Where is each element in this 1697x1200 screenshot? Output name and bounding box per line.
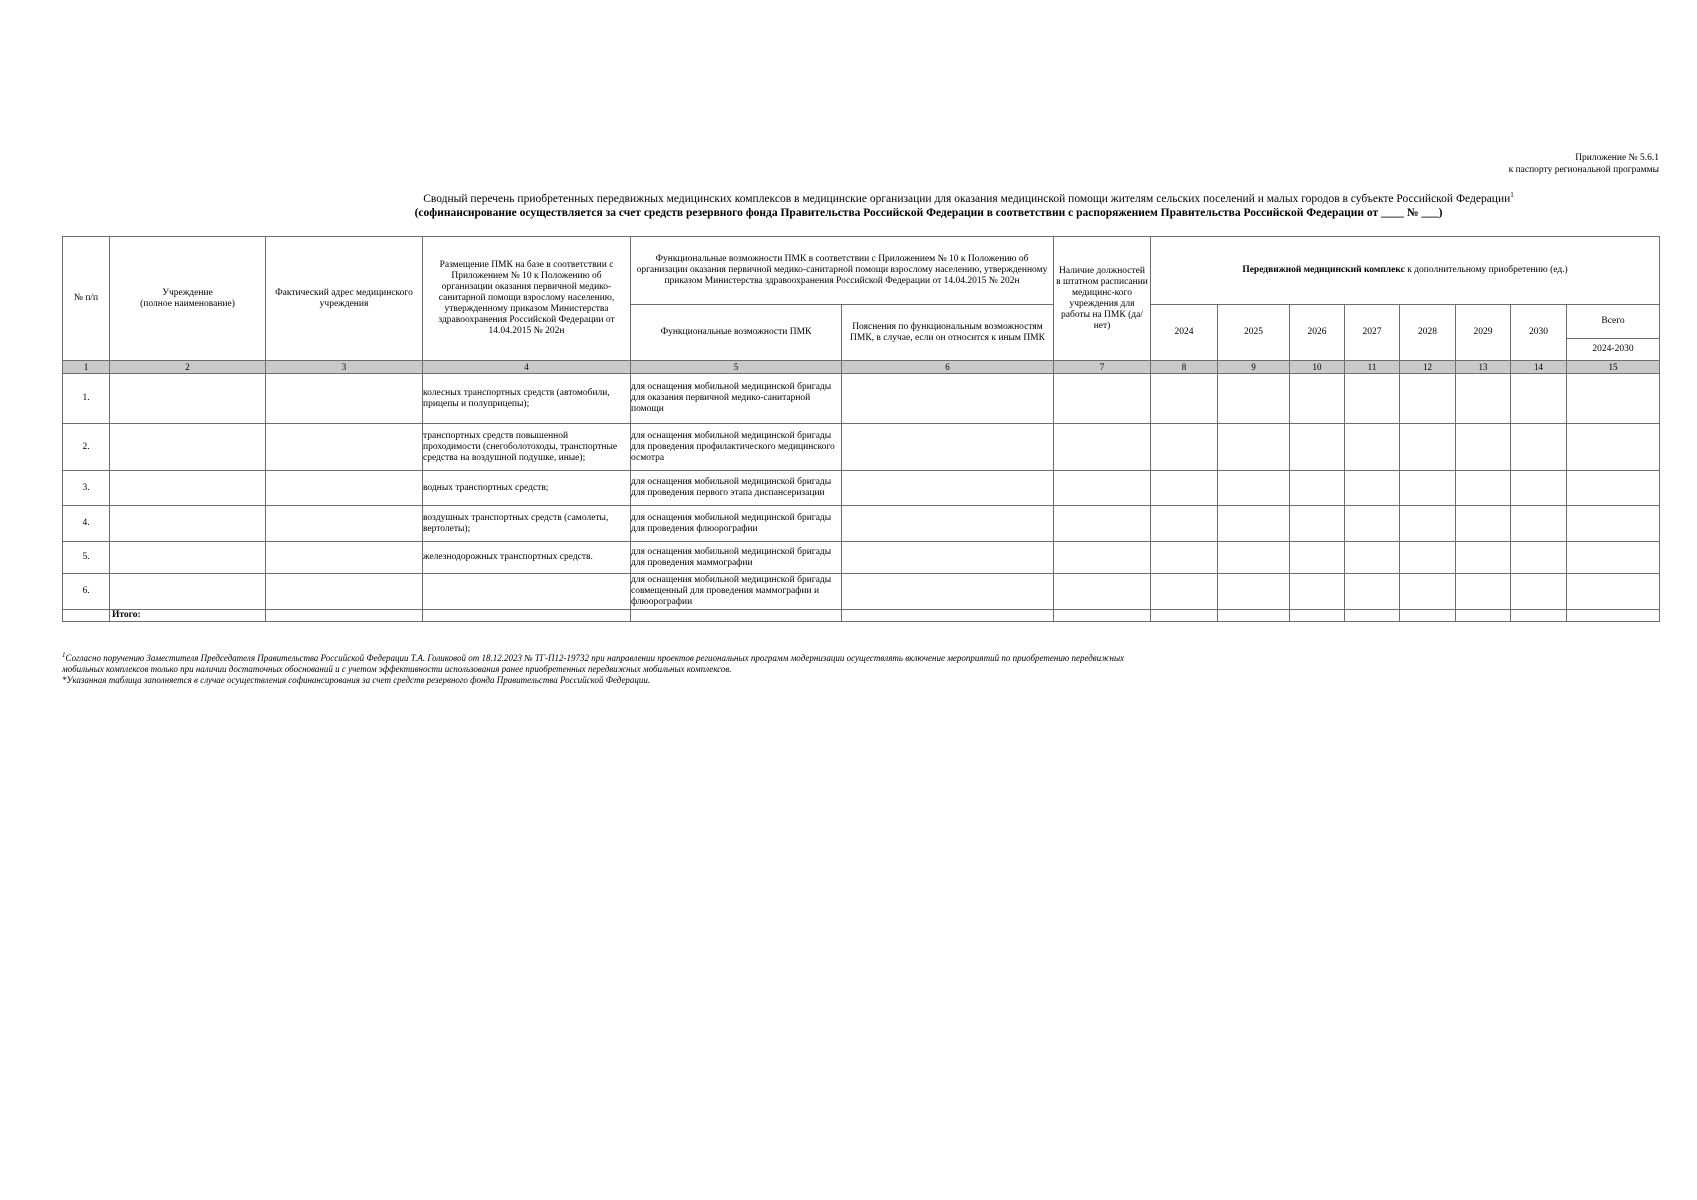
header-address: Фактический адрес медицинского учреждения xyxy=(266,237,423,361)
cell-staff[interactable] xyxy=(1054,574,1151,610)
footnote-2: *Указанная таблица заполняется в случае осуществления софинансирования за счет средств резервного фонда Правительства Российской Федерации. xyxy=(62,675,651,685)
cell-2024[interactable] xyxy=(1151,424,1218,471)
cell-total[interactable] xyxy=(1567,542,1660,574)
column-number: 2 xyxy=(110,361,266,374)
cell-2027[interactable] xyxy=(1345,424,1400,471)
column-number: 15 xyxy=(1567,361,1660,374)
cell-2026[interactable] xyxy=(1290,542,1345,574)
header-functional-group: Функциональные возможности ПМК в соответствии с Приложением № 10 к Положению об организации оказания первичной медико-санитарной помощи взрослому населению, утвержденному приказом Министерства здравоохранения Российской Федерации от 14.04.2015 № 202н xyxy=(631,237,1054,305)
footnote-1-text: Согласно поручению Заместителя Председателя Правительства Российской Федерации Т.А. Голиковой от 18.12.2023 № ТГ-П12-19732 при направлении проектов региональных программ модернизации осуществлять включение мероприятий по приобретению передвижных мобильных комплексов только при наличии достаточных обоснований и с учетом эффективности использования ранее приобретенных передвижных мобильных комплексов. xyxy=(62,653,1125,674)
column-number: 6 xyxy=(842,361,1054,374)
header-year-2026: 2026 xyxy=(1290,305,1345,361)
total-2024[interactable] xyxy=(1151,610,1218,622)
cell-explanation[interactable] xyxy=(842,424,1054,471)
title-line-1-text: Сводный перечень приобретенных передвижных медицинских комплексов в медицинские организации для оказания медицинской помощи жителям сельских поселений и малых городов в субъекте Российской Федерации xyxy=(423,192,1511,205)
cell-placement: железнодорожных транспортных средств. xyxy=(423,542,631,574)
column-number: 4 xyxy=(423,361,631,374)
header-num: № п/п xyxy=(63,237,110,361)
cell-2029[interactable] xyxy=(1456,374,1511,424)
total-row xyxy=(63,610,1660,622)
cell-staff[interactable] xyxy=(1054,424,1151,471)
cell-2024[interactable] xyxy=(1151,574,1218,610)
cell-2030[interactable] xyxy=(1511,574,1567,610)
column-number: 3 xyxy=(266,361,423,374)
column-number: 5 xyxy=(631,361,842,374)
cell-2025[interactable] xyxy=(1218,374,1290,424)
cell-functional: для оснащения мобильной медицинской бригады для оказания первичной медико-санитарной помощи xyxy=(631,374,842,424)
header-functional: Функциональные возможности ПМК xyxy=(631,305,842,361)
header-total-period: 2024-2030 xyxy=(1567,339,1660,361)
document-title xyxy=(0,188,1697,220)
cell-2027[interactable] xyxy=(1345,506,1400,542)
cell-2025[interactable] xyxy=(1218,424,1290,471)
column-number: 7 xyxy=(1054,361,1151,374)
header-total: Всего xyxy=(1567,305,1660,339)
cell-2030[interactable] xyxy=(1511,424,1567,471)
cell-2027[interactable] xyxy=(1345,542,1400,574)
header-year-2024: 2024 xyxy=(1151,305,1218,361)
cell-placement xyxy=(423,574,631,610)
column-number: 13 xyxy=(1456,361,1511,374)
total-cell xyxy=(266,610,423,622)
header-complex-bold: Передвижной медицинский комплекс xyxy=(1242,265,1405,275)
header-year-2025: 2025 xyxy=(1218,305,1290,361)
cell-2030[interactable] xyxy=(1511,506,1567,542)
cell-staff[interactable] xyxy=(1054,506,1151,542)
header-year-2030: 2030 xyxy=(1511,305,1567,361)
cell-2029[interactable] xyxy=(1456,471,1511,506)
table-row xyxy=(63,374,1660,424)
cell-2030[interactable] xyxy=(1511,542,1567,574)
cell-functional: для оснащения мобильной медицинской бригады для проведения профилактического медицинского осмотра xyxy=(631,424,842,471)
cell-address[interactable] xyxy=(266,424,423,471)
table-row xyxy=(63,471,1660,506)
appendix-line-2: к паспорту региональной программы xyxy=(1508,165,1659,175)
cell-explanation[interactable] xyxy=(842,471,1054,506)
cell-placement: колесных транспортных средств (автомобили, прицепы и полуприцепы); xyxy=(423,374,631,424)
cell-2027[interactable] xyxy=(1345,574,1400,610)
cell-staff[interactable] xyxy=(1054,374,1151,424)
row-num: 3. xyxy=(63,471,110,506)
cell-functional: для оснащения мобильной медицинской бригады для проведения первого этапа диспансеризации xyxy=(631,471,842,506)
title-line-2: (софинансирование осуществляется за счет средств резервного фонда Правительства Российской Федерации в соответствии с распоряжением Правительства Российской Федерации от ____ № ___) xyxy=(414,206,1443,219)
cell-2026[interactable] xyxy=(1290,574,1345,610)
cell-total[interactable] xyxy=(1567,471,1660,506)
cell-staff[interactable] xyxy=(1054,542,1151,574)
cell-2028[interactable] xyxy=(1400,542,1456,574)
cell-explanation[interactable] xyxy=(842,374,1054,424)
table-row xyxy=(63,574,1660,610)
cell-2026[interactable] xyxy=(1290,424,1345,471)
cell-total[interactable] xyxy=(1567,574,1660,610)
cell-functional: для оснащения мобильной медицинской бригады совмещенный для проведения маммографии и флюорографии xyxy=(631,574,842,610)
table-body xyxy=(63,361,1660,622)
cell-2024[interactable] xyxy=(1151,374,1218,424)
cell-2025[interactable] xyxy=(1218,506,1290,542)
header-year-2029: 2029 xyxy=(1456,305,1511,361)
total-cell xyxy=(631,610,842,622)
table-row xyxy=(63,424,1660,471)
total-cell xyxy=(423,610,631,622)
pmk-table xyxy=(62,236,1660,622)
cell-institution[interactable] xyxy=(110,424,266,471)
cell-institution[interactable] xyxy=(110,374,266,424)
cell-address[interactable] xyxy=(266,506,423,542)
cell-institution[interactable] xyxy=(110,542,266,574)
cell-total[interactable] xyxy=(1567,374,1660,424)
cell-2029[interactable] xyxy=(1456,424,1511,471)
footnotes xyxy=(62,650,1162,686)
cell-2029[interactable] xyxy=(1456,542,1511,574)
title-footnote-mark: 1 xyxy=(1510,191,1514,199)
cell-2028[interactable] xyxy=(1400,471,1456,506)
row-num: 1. xyxy=(63,374,110,424)
cell-placement: воздушных транспортных средств (самолеты, вертолеты); xyxy=(423,506,631,542)
cell-2026[interactable] xyxy=(1290,374,1345,424)
header-explanation: Пояснения по функциональным возможностям ПМК, в случае, если он относится к иным ПМК xyxy=(842,305,1054,361)
cell-2027[interactable] xyxy=(1345,471,1400,506)
title-line-1 xyxy=(0,188,1697,206)
cell-2025[interactable] xyxy=(1218,574,1290,610)
column-number: 9 xyxy=(1218,361,1290,374)
column-number: 8 xyxy=(1151,361,1218,374)
cell-2027[interactable] xyxy=(1345,374,1400,424)
total-2029[interactable] xyxy=(1456,610,1511,622)
cell-2030[interactable] xyxy=(1511,471,1567,506)
header-complex-group xyxy=(1151,237,1660,305)
cell-institution[interactable] xyxy=(110,471,266,506)
row-num: 6. xyxy=(63,574,110,610)
cell-2028[interactable] xyxy=(1400,574,1456,610)
cell-2026[interactable] xyxy=(1290,506,1345,542)
total-2028[interactable] xyxy=(1400,610,1456,622)
cell-placement: водных транспортных средств; xyxy=(423,471,631,506)
cell-address[interactable] xyxy=(266,471,423,506)
cell-2025[interactable] xyxy=(1218,542,1290,574)
cell-2024[interactable] xyxy=(1151,506,1218,542)
total-cell xyxy=(1054,610,1151,622)
table-row xyxy=(63,506,1660,542)
cell-2029[interactable] xyxy=(1456,506,1511,542)
table-row xyxy=(63,542,1660,574)
header-year-2028: 2028 xyxy=(1400,305,1456,361)
total-2030[interactable] xyxy=(1511,610,1567,622)
cell-explanation[interactable] xyxy=(842,506,1054,542)
cell-address[interactable] xyxy=(266,374,423,424)
cell-2024[interactable] xyxy=(1151,542,1218,574)
cell-total[interactable] xyxy=(1567,424,1660,471)
row-num: 2. xyxy=(63,424,110,471)
cell-placement: транспортных средств повышенной проходимости (снегоболотоходы, транспортные средства на воздушной подушке, иные); xyxy=(423,424,631,471)
column-number-row xyxy=(63,361,1660,374)
cell-address[interactable] xyxy=(266,574,423,610)
header-complex-rest: к дополнительному приобретению (ед.) xyxy=(1404,265,1568,275)
cell-explanation[interactable] xyxy=(842,574,1054,610)
header-institution: Учреждение (полное наименование) xyxy=(110,237,266,361)
cell-2024[interactable] xyxy=(1151,471,1218,506)
footnote-1-mark: 1 xyxy=(62,651,66,659)
total-all[interactable] xyxy=(1567,610,1660,622)
cell-2028[interactable] xyxy=(1400,506,1456,542)
cell-2029[interactable] xyxy=(1456,574,1511,610)
cell-functional: для оснащения мобильной медицинской бригады для проведения флюорографии xyxy=(631,506,842,542)
cell-2028[interactable] xyxy=(1400,424,1456,471)
column-number: 12 xyxy=(1400,361,1456,374)
cell-functional: для оснащения мобильной медицинской бригады для проведения маммографии xyxy=(631,542,842,574)
header-year-2027: 2027 xyxy=(1345,305,1400,361)
total-2027[interactable] xyxy=(1345,610,1400,622)
appendix-note xyxy=(1509,152,1659,176)
cell-address[interactable] xyxy=(266,542,423,574)
header-staff: Наличие должностей в штатном расписании медицинс-кого учреждения для работы на ПМК (да/нет) xyxy=(1054,237,1151,361)
column-number: 14 xyxy=(1511,361,1567,374)
total-label: Итого: xyxy=(110,610,266,622)
column-number: 1 xyxy=(63,361,110,374)
cell-institution[interactable] xyxy=(110,506,266,542)
row-num: 4. xyxy=(63,506,110,542)
cell-institution[interactable] xyxy=(110,574,266,610)
total-num xyxy=(63,610,110,622)
cell-2026[interactable] xyxy=(1290,471,1345,506)
header-placement: Размещение ПМК на базе в соответствии с Приложением № 10 к Положению об организации оказания первичной медико-санитарной помощи взрослому населению, утвержденному приказом Министерства здравоохранения Российской Федерации от 14.04.2015 № 202н xyxy=(423,237,631,361)
cell-total[interactable] xyxy=(1567,506,1660,542)
total-cell xyxy=(842,610,1054,622)
cell-explanation[interactable] xyxy=(842,542,1054,574)
total-2025[interactable] xyxy=(1218,610,1290,622)
cell-2025[interactable] xyxy=(1218,471,1290,506)
total-2026[interactable] xyxy=(1290,610,1345,622)
row-num: 5. xyxy=(63,542,110,574)
column-number: 11 xyxy=(1345,361,1400,374)
cell-2030[interactable] xyxy=(1511,374,1567,424)
appendix-line-1: Приложение № 5.6.1 xyxy=(1575,153,1659,163)
footnote-1 xyxy=(62,650,1162,675)
column-number: 10 xyxy=(1290,361,1345,374)
cell-2028[interactable] xyxy=(1400,374,1456,424)
cell-staff[interactable] xyxy=(1054,471,1151,506)
